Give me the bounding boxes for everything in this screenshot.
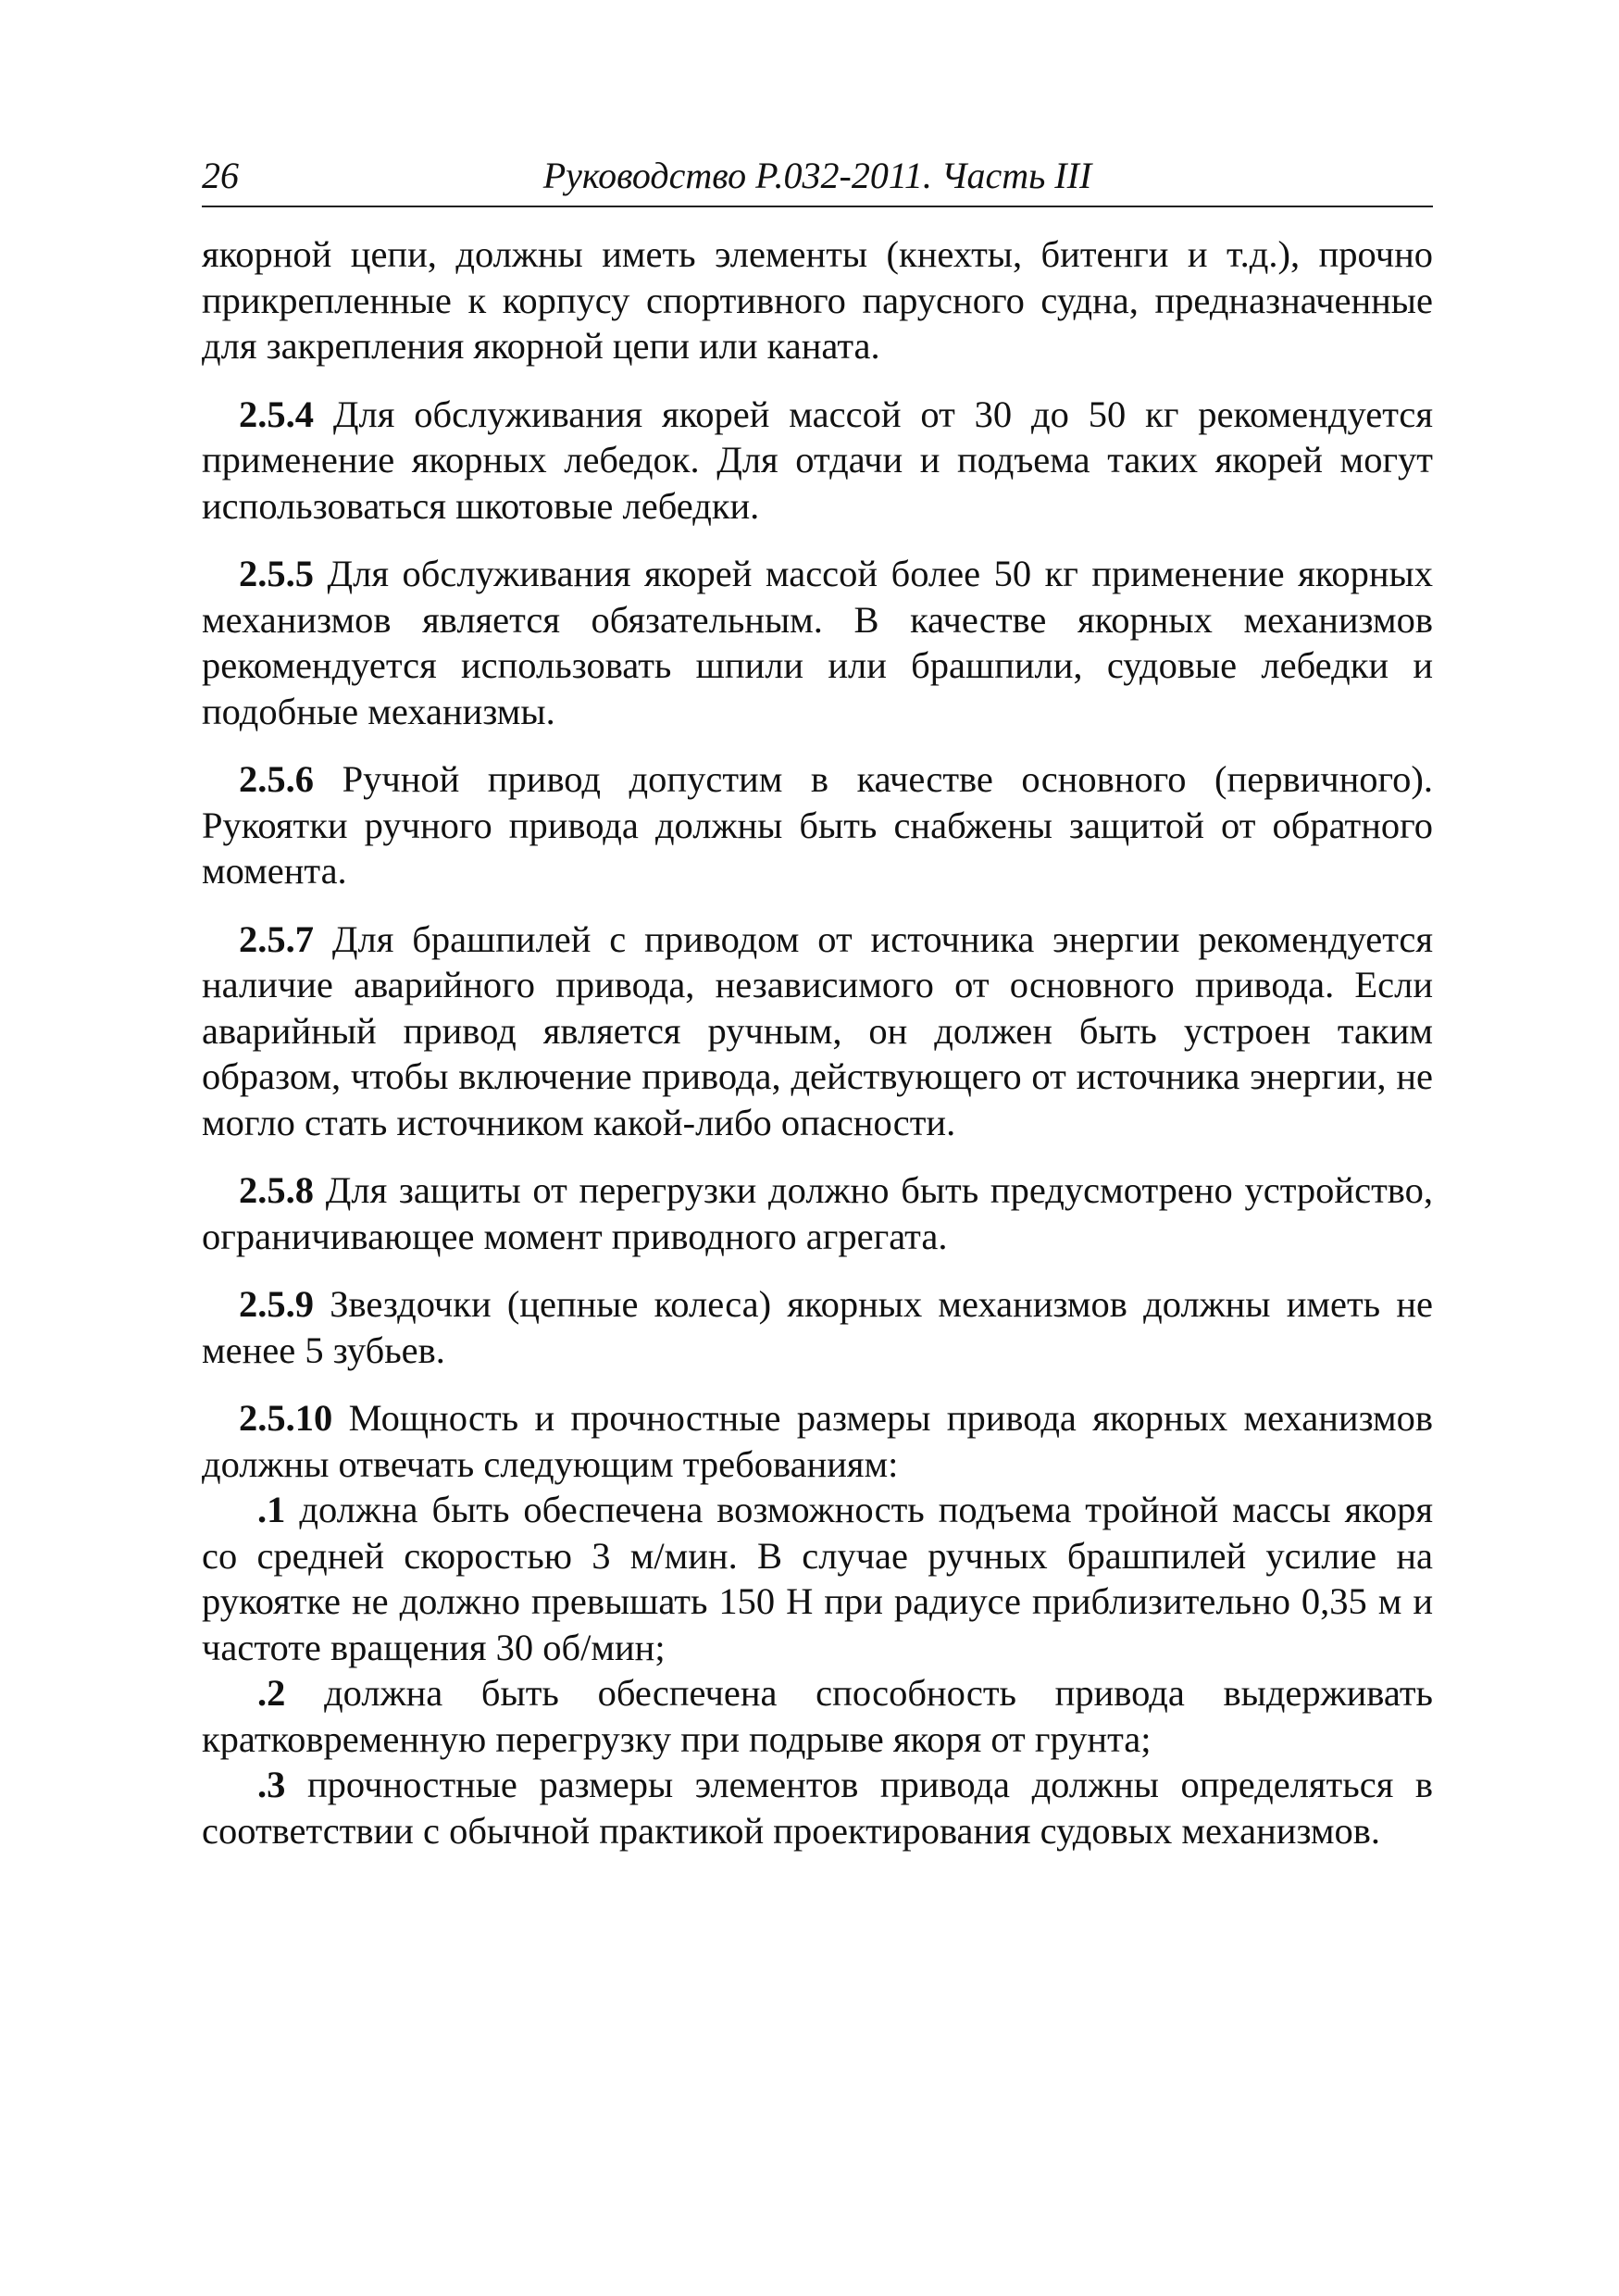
running-header [202,148,1433,207]
continuation-paragraph: якорной цепи, должны иметь элементы (кнехты, битенги и т.д.), прочно прикрепленные к корпусу спортивного парусного судна, предназначенные для закрепления якорной цепи или каната. [202,233,1433,367]
item-number: .1 [257,1489,286,1530]
section-number: 2.5.4 [239,393,314,435]
document-page [202,148,1433,1853]
section-number: 2.5.7 [239,917,314,960]
item-text: прочностные размеры элементов привода должны определяться в соответствии с обычной практикой проектирования судовых механизмов. [202,1764,1434,1852]
section-text: Для обслуживания якорей массой более 50 кг применение якорных механизмов является обязательным. В качестве якорных механизмов рекомендуется использовать шпили или брашпили, судовые лебедки и подобные механизмы. [202,553,1433,732]
list-item [202,1762,1433,1853]
section-text: Ручной привод допустим в качестве основного (первичного). Рукоятки ручного привода должны быть снабжены защитой от обратного момента. [202,758,1433,892]
section-number: 2.5.8 [239,1169,314,1211]
section-number: 2.5.10 [239,1397,333,1439]
section-2-5-6 [202,756,1433,894]
section-2-5-4 [202,392,1433,530]
section-2-5-8 [202,1167,1433,1259]
section-2-5-10 [202,1395,1433,1487]
item-text: должна быть обеспечена возможность подъема тройной массы якоря со средней скоростью 3 м/мин. В случае ручных брашпилей усилие на рукоятке не должно превышать 150 Н при радиусе приблизительно 0,35 м и частоте вращения 30 об/мин; [202,1489,1434,1668]
section-2-5-7 [202,917,1433,1146]
section-text: Звездочки (цепные колеса) якорных механизмов должны иметь не менее 5 зубьев. [202,1283,1433,1371]
section-2-5-9 [202,1281,1433,1373]
section-text: Для обслуживания якорей массой от 30 до 50 кг рекомендуется применение якорных лебедок. Для отдачи и подъема таких якорей могут использоваться шкотовые лебедки. [202,393,1434,527]
list-item [202,1670,1433,1762]
section-number: 2.5.9 [239,1283,314,1325]
document-title: Руководство Р.032-2011. Часть III [542,155,1092,196]
list-item [202,1487,1433,1670]
section-text: Для брашпилей с приводом от источника энергии рекомендуется наличие аварийного привода, независимого от основного привода. Если аварийный привод является ручным, он должен быть устроен таким образом, чтобы включение привода, действующего от источника энергии, не могло стать источником какой-либо опасности. [202,917,1433,1143]
section-text: Мощность и прочностные размеры привода якорных механизмов должны отвечать следующим требованиям: [202,1397,1433,1485]
item-number: .3 [257,1764,286,1805]
item-number: .2 [257,1672,286,1714]
item-text: должна быть обеспечена способность привода выдерживать кратковременную перегрузку при подрыве якоря от грунта; [202,1672,1433,1760]
section-text: Для защиты от перегрузки должно быть предусмотрено устройство, ограничивающее момент приводного агрегата. [202,1169,1434,1257]
section-number: 2.5.5 [239,553,314,594]
section-2-5-5 [202,551,1433,734]
document-body [202,231,1433,1853]
section-number: 2.5.6 [239,758,314,800]
page-number: 26 [202,155,239,196]
